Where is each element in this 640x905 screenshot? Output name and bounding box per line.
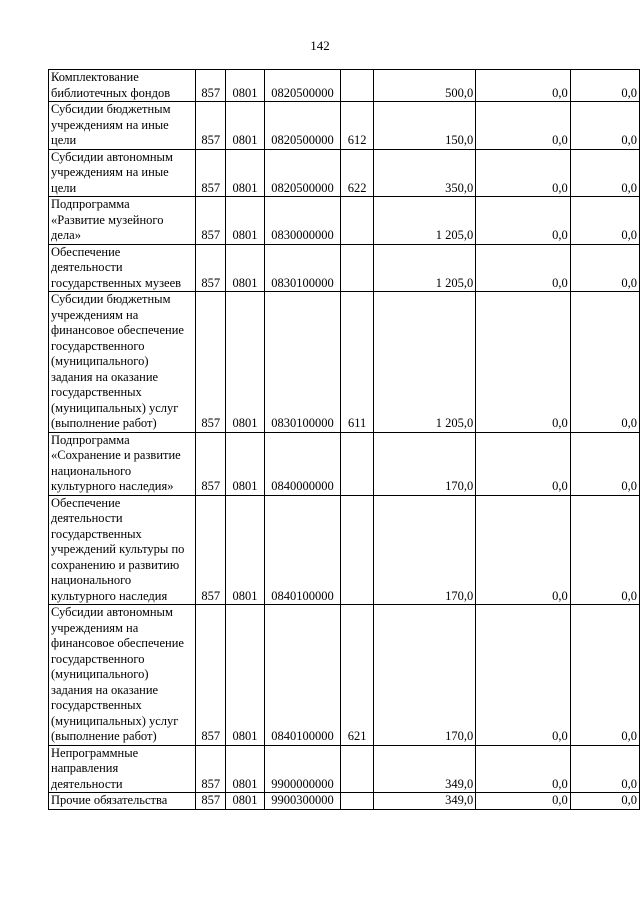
row-sum-2-cell: 0,0 [476,197,571,245]
row-sum-1-cell: 349,0 [374,793,476,810]
row-expense-type-cell [341,793,374,810]
row-section-cell: 0801 [225,197,264,245]
row-sum-3-cell: 0,0 [570,605,639,746]
table-row [49,605,640,746]
row-grbs-cell: 857 [196,197,225,245]
row-grbs-cell: 857 [196,149,225,197]
row-expense-type-cell: 621 [341,605,374,746]
row-grbs-cell: 857 [196,432,225,495]
row-target-article-cell: 0830000000 [264,197,340,245]
row-grbs-cell: 857 [196,244,225,292]
page-number: 142 [310,38,330,53]
row-sum-2-cell: 0,0 [476,102,571,150]
table-row [49,745,640,793]
row-target-article-cell: 0840000000 [264,432,340,495]
row-sum-2-cell: 0,0 [476,495,571,605]
row-sum-2-cell: 0,0 [476,793,571,810]
row-expense-type-cell: 612 [341,102,374,150]
table-row [49,244,640,292]
row-target-article-cell: 0840100000 [264,495,340,605]
row-sum-1-cell: 170,0 [374,432,476,495]
row-sum-1-cell: 170,0 [374,495,476,605]
row-section-cell: 0801 [225,149,264,197]
row-sum-2-cell: 0,0 [476,70,571,102]
row-section-cell: 0801 [225,605,264,746]
row-sum-1-cell: 500,0 [374,70,476,102]
row-target-article-cell: 0820500000 [264,102,340,150]
row-name-cell: Субсидии бюджетным учреждениям на финансовое обеспечение государственного (муниципального) задания на оказание государственных (муниципальных) услуг (выполнение работ) [49,292,196,433]
row-sum-2-cell: 0,0 [476,244,571,292]
table-row [49,495,640,605]
row-section-cell: 0801 [225,292,264,433]
row-section-cell: 0801 [225,745,264,793]
row-sum-1-cell: 1 205,0 [374,197,476,245]
row-section-cell: 0801 [225,793,264,810]
table-row [49,102,640,150]
row-sum-3-cell: 0,0 [570,745,639,793]
row-expense-type-cell [341,244,374,292]
budget-table-body [49,70,640,810]
row-expense-type-cell: 622 [341,149,374,197]
row-sum-1-cell: 350,0 [374,149,476,197]
row-sum-3-cell: 0,0 [570,432,639,495]
row-expense-type-cell [341,70,374,102]
row-target-article-cell: 0820500000 [264,70,340,102]
row-grbs-cell: 857 [196,793,225,810]
row-name-cell: Субсидии автономным учреждениям на финансовое обеспечение государственного (муниципального) задания на оказание государственных (муниципальных) услуг (выполнение работ) [49,605,196,746]
row-grbs-cell: 857 [196,495,225,605]
row-name-cell: Подпрограмма «Развитие музейного дела» [49,197,196,245]
row-expense-type-cell [341,745,374,793]
row-sum-2-cell: 0,0 [476,432,571,495]
table-row [49,70,640,102]
row-grbs-cell: 857 [196,745,225,793]
row-sum-1-cell: 150,0 [374,102,476,150]
row-sum-1-cell: 349,0 [374,745,476,793]
table-row [49,149,640,197]
row-section-cell: 0801 [225,432,264,495]
row-target-article-cell: 0840100000 [264,605,340,746]
row-expense-type-cell [341,432,374,495]
row-expense-type-cell: 611 [341,292,374,433]
row-sum-1-cell: 1 205,0 [374,244,476,292]
row-grbs-cell: 857 [196,292,225,433]
row-target-article-cell: 0830100000 [264,292,340,433]
row-grbs-cell: 857 [196,605,225,746]
row-name-cell: Обеспечение деятельности государственных учреждений культуры по сохранению и развитию национального культурного наследия [49,495,196,605]
row-sum-3-cell: 0,0 [570,244,639,292]
row-expense-type-cell [341,495,374,605]
row-target-article-cell: 0820500000 [264,149,340,197]
row-target-article-cell: 9900000000 [264,745,340,793]
row-name-cell: Непрограммные направления деятельности [49,745,196,793]
row-name-cell: Субсидии автономным учреждениям на иные цели [49,149,196,197]
row-sum-3-cell: 0,0 [570,149,639,197]
budget-table [48,69,640,810]
table-row [49,292,640,433]
row-grbs-cell: 857 [196,70,225,102]
row-sum-3-cell: 0,0 [570,102,639,150]
row-target-article-cell: 9900300000 [264,793,340,810]
row-expense-type-cell [341,197,374,245]
row-sum-2-cell: 0,0 [476,292,571,433]
row-sum-1-cell: 1 205,0 [374,292,476,433]
row-sum-2-cell: 0,0 [476,745,571,793]
row-name-cell: Комплектование библиотечных фондов [49,70,196,102]
row-sum-3-cell: 0,0 [570,793,639,810]
row-sum-3-cell: 0,0 [570,495,639,605]
table-row [49,197,640,245]
row-name-cell: Субсидии бюджетным учреждениям на иные цели [49,102,196,150]
row-section-cell: 0801 [225,70,264,102]
row-target-article-cell: 0830100000 [264,244,340,292]
row-sum-3-cell: 0,0 [570,197,639,245]
row-name-cell: Обеспечение деятельности государственных музеев [49,244,196,292]
row-grbs-cell: 857 [196,102,225,150]
row-sum-3-cell: 0,0 [570,70,639,102]
table-row [49,432,640,495]
row-section-cell: 0801 [225,102,264,150]
row-sum-2-cell: 0,0 [476,605,571,746]
table-row [49,793,640,810]
row-name-cell: Подпрограмма «Сохранение и развитие национального культурного наследия» [49,432,196,495]
row-section-cell: 0801 [225,495,264,605]
row-sum-1-cell: 170,0 [374,605,476,746]
row-sum-2-cell: 0,0 [476,149,571,197]
row-sum-3-cell: 0,0 [570,292,639,433]
row-section-cell: 0801 [225,244,264,292]
row-name-cell: Прочие обязательства [49,793,196,810]
